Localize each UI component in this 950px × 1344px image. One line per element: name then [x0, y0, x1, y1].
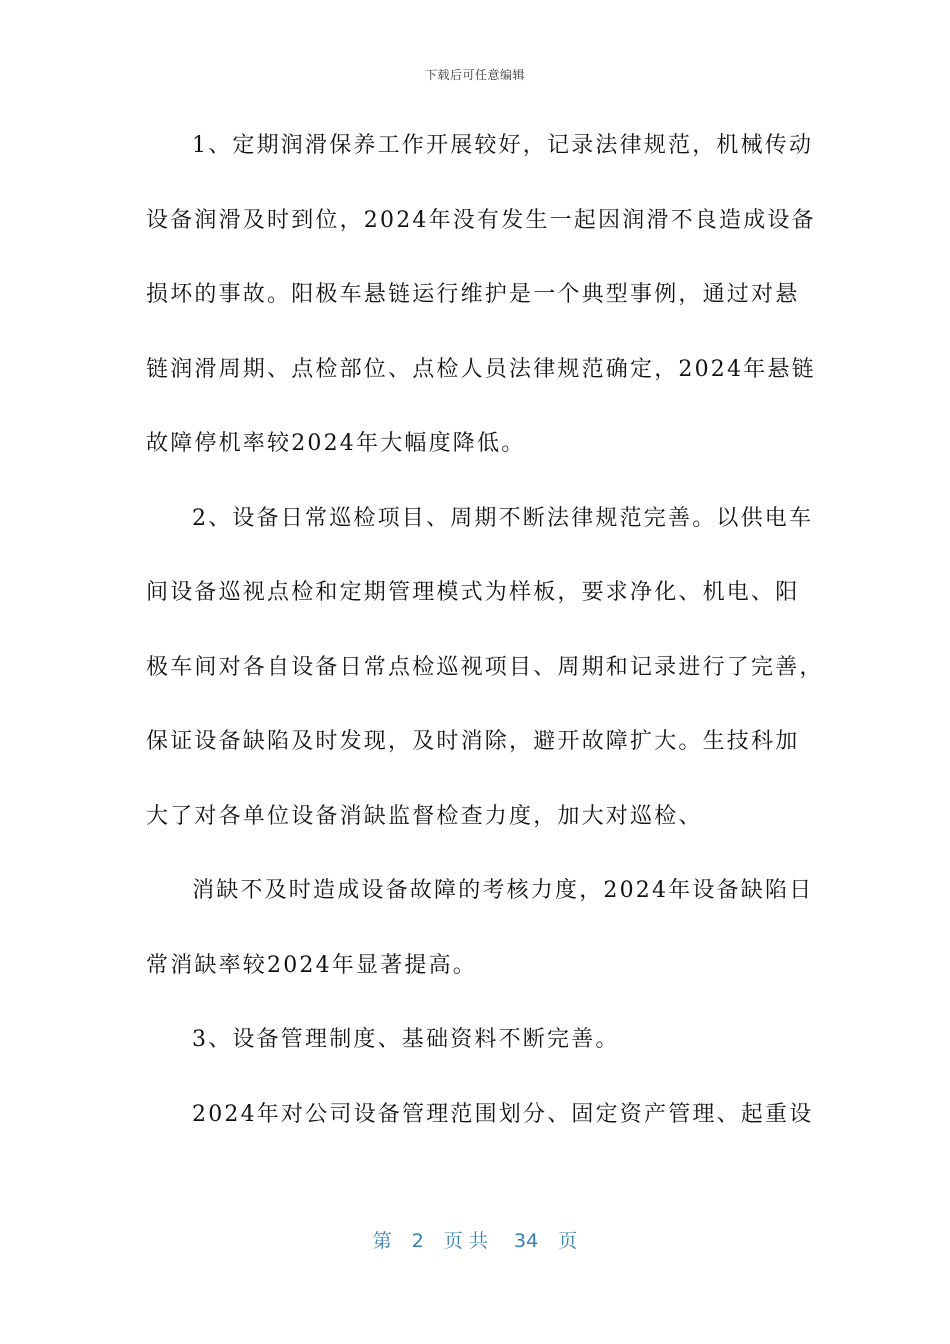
paragraph-line: 故障停机率较2024年大幅度降低。	[146, 431, 526, 456]
paragraph-line: 链润滑周期、点检部位、点检人员法律规范确定，2024年悬链	[146, 356, 816, 382]
footer-suffix: 页	[558, 1230, 578, 1252]
paragraph-line: 间设备巡视点检和定期管理模式为样板，要求净化、机电、阳	[146, 580, 800, 605]
paragraph-line: 设备润滑及时到位，2024年没有发生一起因润滑不良造成设备	[146, 207, 816, 233]
paragraph-line: 2、设备日常巡检项目、周期不断法律规范完善。以供电车	[192, 505, 814, 531]
body-text	[146, 126, 824, 1169]
paragraph-line: 2024年对公司设备管理范围划分、固定资产管理、起重设	[192, 1101, 814, 1127]
paragraph-line: 3、设备管理制度、基础资料不断完善。	[192, 1027, 620, 1052]
footer-page-number: 2	[411, 1230, 424, 1252]
footer-prefix: 第	[372, 1230, 392, 1252]
paragraph-line: 常消缺率较2024年显著提高。	[146, 952, 477, 978]
paragraph-line: 保证设备缺陷及时发现，及时消除，避开故障扩大。生技科加	[146, 729, 800, 754]
paragraph-line: 损坏的事故。阳极车悬链运行维护是一个典型事例，通过对悬	[146, 282, 800, 307]
header-note: 下载后可任意编辑	[424, 68, 525, 82]
footer-total-pages: 34	[514, 1230, 539, 1252]
footer-middle: 页 共	[443, 1230, 488, 1252]
paragraph-line: 大了对各单位设备消缺监督检查力度，加大对巡检、	[146, 803, 703, 829]
page-footer	[0, 1226, 950, 1253]
paragraph-line: 极车间对各自设备日常点检巡视项目、周期和记录进行了完善，	[146, 654, 824, 680]
paragraph-line: 消缺不及时造成设备故障的考核力度，2024年设备缺陷日	[192, 878, 814, 903]
paragraph-line: 1、定期润滑保养工作开展较好，记录法律规范，机械传动	[192, 133, 814, 158]
